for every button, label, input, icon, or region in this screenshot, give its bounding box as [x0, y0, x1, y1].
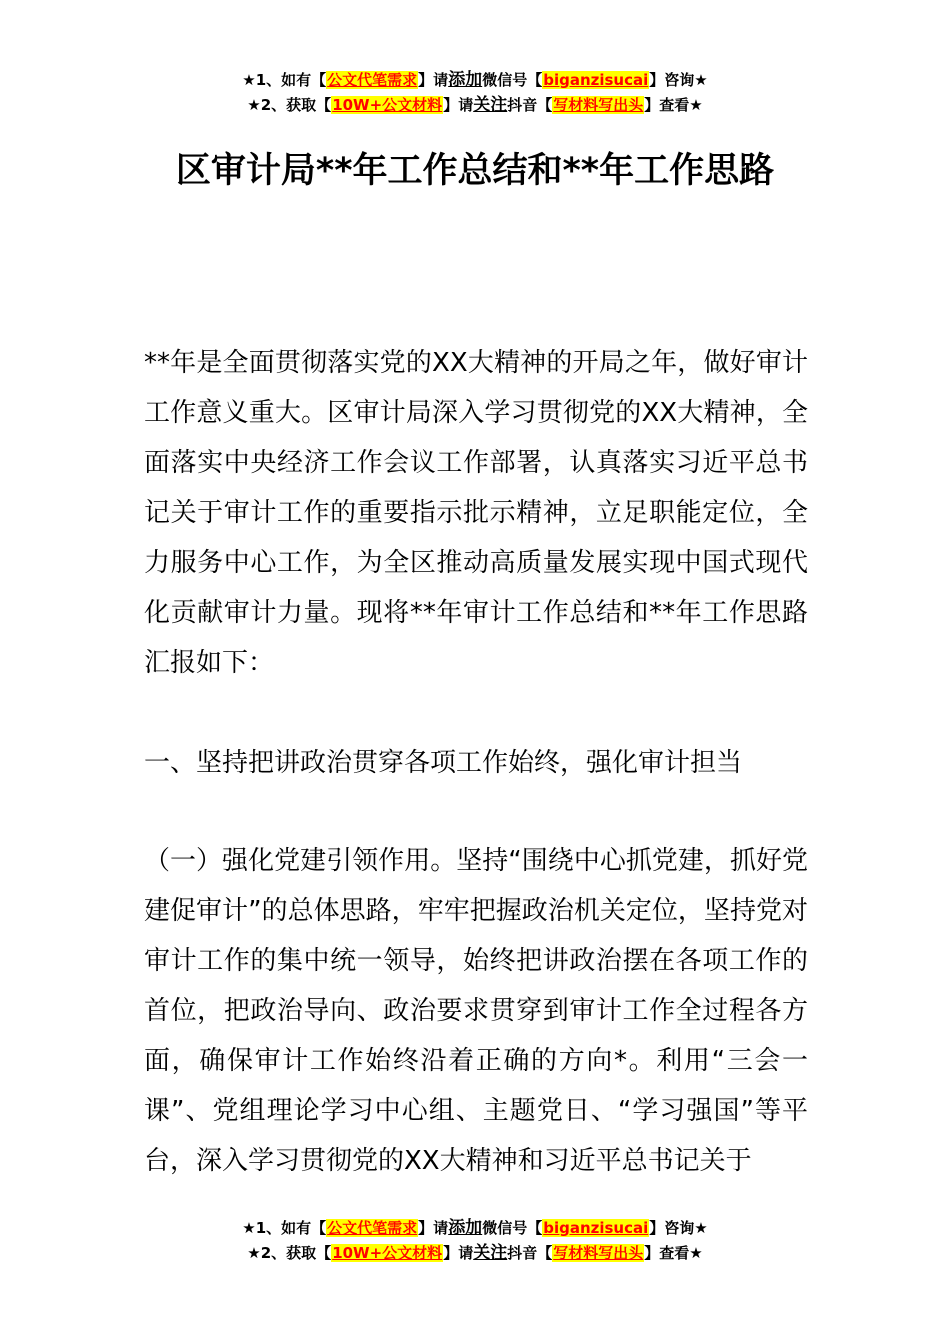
document-title: 区审计局**年工作总结和**年工作思路: [175, 151, 775, 191]
paragraph-section-1-1: [144, 836, 808, 1186]
banner-line-1: ★1、如有【公文代笔需求】请添加微信号【biganzisucai】咨询★: [242, 70, 708, 90]
banner-highlight: 10W+公文材料: [332, 1244, 443, 1262]
section-heading-1: 一、坚持把讲政治贯穿各项工作始终，强化审计担当: [144, 748, 743, 778]
banner-wechat-id: biganzisucai: [543, 1219, 649, 1237]
banner-line-2: ★2、获取【10W+公文材料】请关注抖音【写材料写出头】查看★: [247, 1243, 703, 1263]
paragraph-text: （一）强化党建引领作用。坚持“围绕中心抓党建，抓好党建促审计”的总体思路，牢牢把握政治机关定位，坚持党对审计工作的集中统一领导，始终把讲政治摆在各项工作的首位，把政治导向、政治要求贯穿到审计工作全过程各方面，确保审计工作始终沿着正确的方向*。利用“三会一课”、党组理论学习中心组、主题党日、“学习强国”等平台，深入学习贯彻党的XX大精神和习近平总书记关于: [144, 846, 808, 1176]
banner-highlight: 公文代笔需求: [327, 71, 418, 89]
banner-wechat-id: biganzisucai: [543, 71, 649, 89]
banner-douyin-id: 写材料写出头: [553, 96, 644, 114]
paragraph-text: **年是全面贯彻落实党的XX大精神的开局之年，做好审计工作意义重大。区审计局深入学习贯彻党的XX大精神，全面落实中央经济工作会议工作部署，认真落实习近平总书记关于审计工作的重要指示批示精神，立足职能定位，全力服务中心工作，为全区推动高质量发展实现中国式现代化贡献审计力量。现将**年审计工作总结和**年工作思路汇报如下：: [144, 348, 808, 678]
banner-line-1: ★1、如有【公文代笔需求】请添加微信号【biganzisucai】咨询★: [242, 1218, 708, 1238]
banner-highlight: 10W+公文材料: [332, 96, 443, 114]
banner-highlight: 公文代笔需求: [327, 1219, 418, 1237]
banner-line-2: ★2、获取【10W+公文材料】请关注抖音【写材料写出头】查看★: [247, 95, 703, 115]
footer-banner: [0, 1216, 950, 1266]
banner-douyin-id: 写材料写出头: [553, 1244, 644, 1262]
paragraph-intro: [144, 338, 808, 688]
header-banner: [0, 68, 950, 118]
